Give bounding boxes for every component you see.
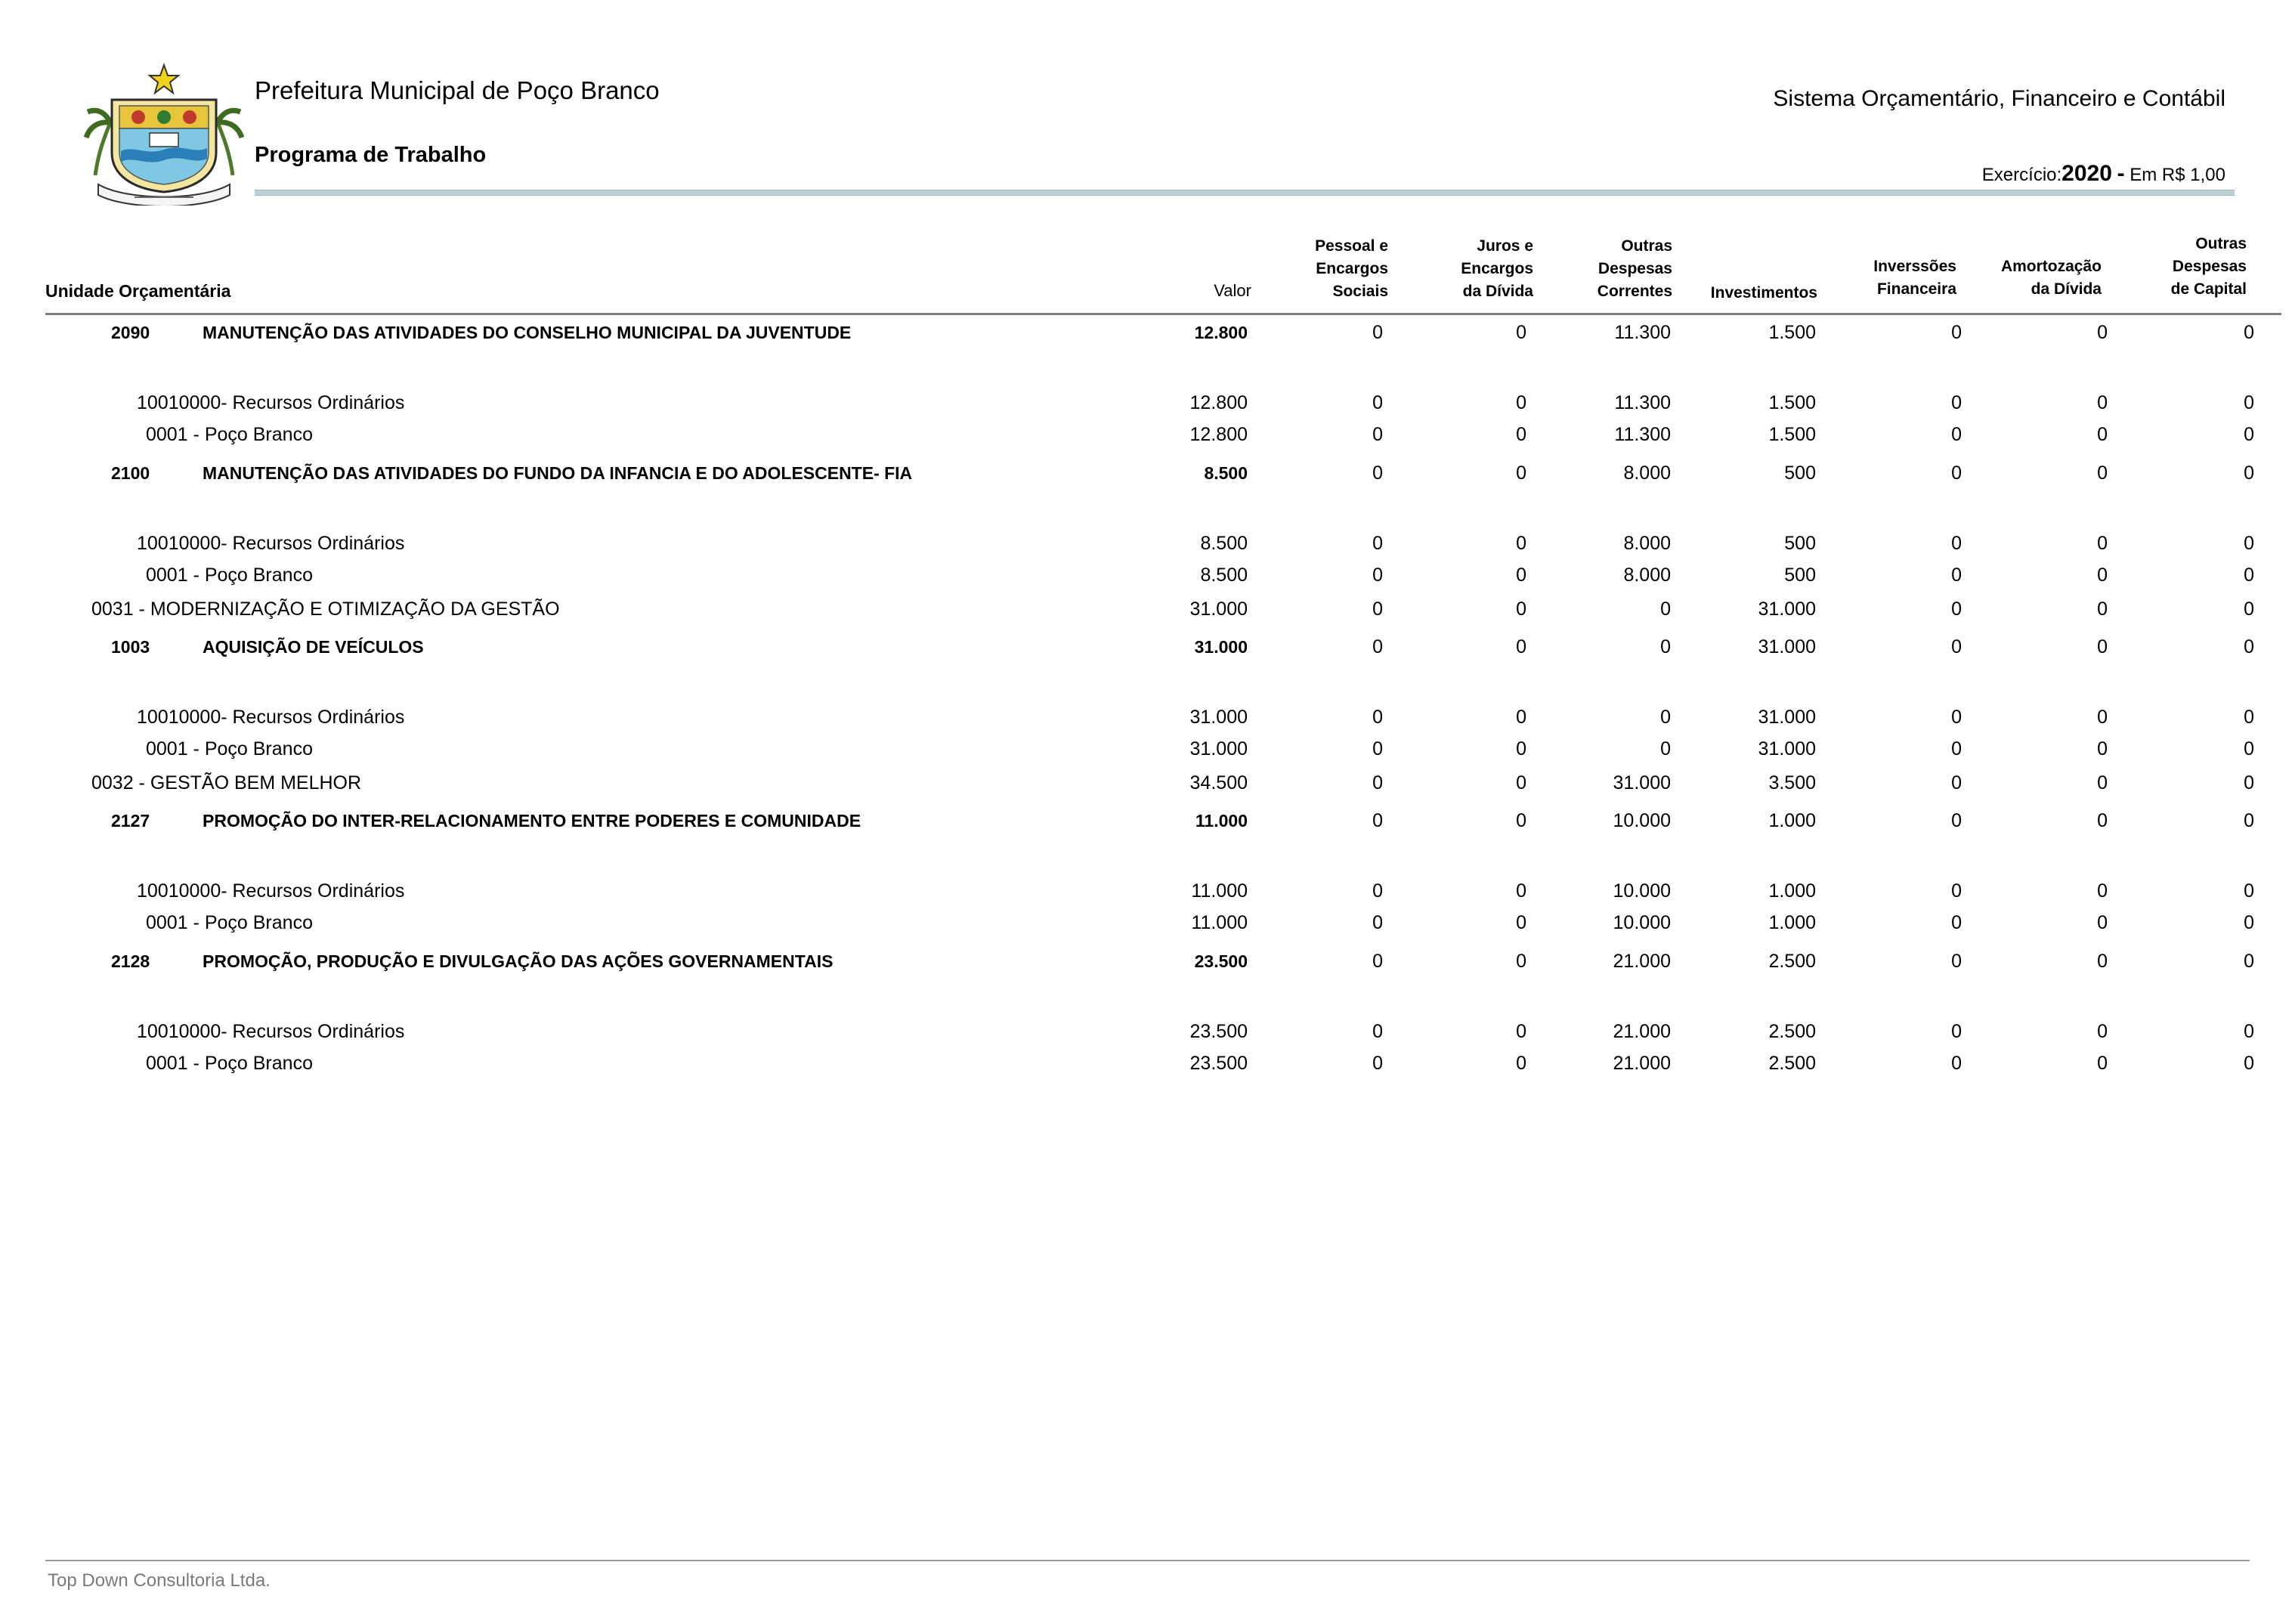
row-label: MANUTENÇÃO DAS ATIVIDADES DO CONSELHO MUNICIPAL DA JUVENTUDE	[203, 323, 852, 342]
action-code: 1003	[111, 637, 150, 657]
row-label: 10010000- Recursos Ordinários	[137, 392, 405, 413]
value-outras-correntes: 10.000	[1613, 880, 1671, 902]
value-outras-correntes: 11.300	[1614, 424, 1671, 445]
value-inversoes: 0	[1951, 951, 1962, 972]
value-valor: 23.500	[1189, 1021, 1248, 1042]
action-code: 2127	[111, 811, 150, 831]
row-label: 0031 - MODERNIZAÇÃO E OTIMIZAÇÃO DA GESTÃO	[91, 599, 560, 620]
value-valor: 11.000	[1191, 912, 1248, 933]
action-row	[0, 632, 2295, 662]
value-outras-capital: 0	[2244, 707, 2254, 728]
value-inversoes: 0	[1951, 707, 1962, 728]
value-outras-capital: 0	[2244, 392, 2254, 413]
value-outras-capital: 0	[2244, 462, 2254, 484]
value-outras-capital: 0	[2244, 599, 2254, 620]
resource-row	[0, 528, 2295, 558]
value-pessoal: 0	[1372, 912, 1383, 933]
value-investimentos: 31.000	[1758, 636, 1816, 657]
value-outras-correntes: 0	[1660, 599, 1671, 620]
value-juros: 0	[1516, 772, 1526, 793]
entity-row	[0, 908, 2295, 938]
value-investimentos: 2.500	[1768, 951, 1816, 972]
resource-row	[0, 1016, 2295, 1047]
value-juros: 0	[1516, 533, 1526, 554]
value-amortizacao: 0	[2097, 912, 2108, 933]
value-outras-capital: 0	[2244, 424, 2254, 445]
value-outras-capital: 0	[2244, 738, 2254, 759]
col-valor: Valor	[1214, 281, 1251, 300]
value-juros: 0	[1516, 424, 1526, 445]
value-inversoes: 0	[1951, 636, 1962, 657]
value-outras-capital: 0	[2244, 951, 2254, 972]
action-code: 2090	[111, 323, 150, 342]
value-pessoal: 0	[1372, 810, 1383, 831]
entity-row	[0, 560, 2295, 590]
value-valor: 8.500	[1200, 565, 1248, 586]
row-label: 10010000- Recursos Ordinários	[137, 707, 405, 728]
value-pessoal: 0	[1372, 599, 1383, 620]
program-row	[0, 594, 2295, 624]
municipal-coat-of-arms-icon	[82, 62, 246, 206]
value-pessoal: 0	[1372, 1053, 1383, 1074]
entity-row	[0, 734, 2295, 764]
row-label: PROMOÇÃO, PRODUÇÃO E DIVULGAÇÃO DAS AÇÕES GOVERNAMENTAIS	[203, 951, 834, 971]
value-amortizacao: 0	[2097, 810, 2108, 831]
value-outras-correntes: 0	[1660, 738, 1671, 759]
value-investimentos: 1.500	[1768, 392, 1816, 413]
value-outras-capital: 0	[2244, 565, 2254, 586]
row-label: 0001 - Poço Branco	[146, 565, 313, 586]
value-investimentos: 500	[1784, 462, 1816, 484]
value-amortizacao: 0	[2097, 1053, 2108, 1074]
value-inversoes: 0	[1951, 1021, 1962, 1042]
value-juros: 0	[1516, 880, 1526, 902]
value-investimentos: 1.000	[1768, 912, 1816, 933]
municipality-name: Prefeitura Municipal de Poço Branco	[255, 76, 660, 104]
row-label: MANUTENÇÃO DAS ATIVIDADES DO FUNDO DA INFANCIA E DO ADOLESCENTE- FIA	[203, 463, 913, 483]
row-label: 0001 - Poço Branco	[146, 738, 313, 759]
value-juros: 0	[1516, 810, 1526, 831]
value-outras-correntes: 11.300	[1614, 322, 1671, 343]
value-valor: 12.800	[1189, 392, 1248, 413]
value-pessoal: 0	[1372, 565, 1383, 586]
value-pessoal: 0	[1372, 1021, 1383, 1042]
value-juros: 0	[1516, 707, 1526, 728]
value-investimentos: 31.000	[1758, 738, 1816, 759]
resource-row	[0, 876, 2295, 906]
row-label: 0001 - Poço Branco	[146, 1053, 313, 1074]
value-inversoes: 0	[1951, 565, 1962, 586]
value-inversoes: 0	[1951, 462, 1962, 484]
value-amortizacao: 0	[2097, 880, 2108, 902]
resource-row	[0, 702, 2295, 732]
value-valor: 8.500	[1200, 533, 1248, 554]
value-amortizacao: 0	[2097, 599, 2108, 620]
value-outras-correntes: 8.000	[1623, 462, 1671, 484]
value-investimentos: 500	[1784, 565, 1816, 586]
value-valor: 11.000	[1195, 811, 1248, 831]
value-valor: 23.500	[1189, 1053, 1248, 1074]
currency-label: Em R$ 1,00	[2130, 165, 2225, 185]
value-valor: 12.800	[1189, 424, 1248, 445]
row-label: 10010000- Recursos Ordinários	[137, 880, 405, 902]
row-label: 0032 - GESTÃO BEM MELHOR	[91, 772, 362, 793]
value-outras-correntes: 10.000	[1613, 810, 1671, 831]
value-amortizacao: 0	[2097, 738, 2108, 759]
footer-divider	[45, 1560, 2250, 1561]
value-pessoal: 0	[1372, 636, 1383, 657]
value-valor: 31.000	[1194, 637, 1248, 657]
value-inversoes: 0	[1951, 880, 1962, 902]
value-juros: 0	[1516, 565, 1526, 586]
action-row	[0, 317, 2295, 348]
exercicio-label: Exercício:	[1981, 165, 2062, 185]
value-amortizacao: 0	[2097, 322, 2108, 343]
col-inversoes-financeira: Inverssões Financeira	[1873, 258, 1956, 298]
value-investimentos: 1.000	[1768, 810, 1816, 831]
col-amortizacao-divida: Amortozação da Dívida	[2000, 258, 2102, 298]
value-amortizacao: 0	[2097, 462, 2108, 484]
value-outras-capital: 0	[2244, 322, 2254, 343]
value-inversoes: 0	[1951, 810, 1962, 831]
value-outras-capital: 0	[2244, 636, 2254, 657]
row-label: 10010000- Recursos Ordinários	[137, 533, 405, 554]
row-label: 10010000- Recursos Ordinários	[137, 1021, 405, 1042]
value-inversoes: 0	[1951, 424, 1962, 445]
action-row	[0, 806, 2295, 836]
value-investimentos: 2.500	[1768, 1053, 1816, 1074]
value-juros: 0	[1516, 951, 1526, 972]
value-outras-capital: 0	[2244, 880, 2254, 902]
value-outras-correntes: 8.000	[1623, 565, 1671, 586]
row-label: 0001 - Poço Branco	[146, 912, 313, 933]
value-outras-correntes: 21.000	[1613, 1021, 1671, 1042]
value-valor: 34.500	[1189, 772, 1248, 793]
value-outras-capital: 0	[2244, 772, 2254, 793]
report-title: Programa de Trabalho	[255, 143, 487, 167]
value-outras-correntes: 0	[1660, 707, 1671, 728]
value-valor: 31.000	[1189, 707, 1248, 728]
entity-row	[0, 419, 2295, 450]
value-investimentos: 1.500	[1768, 424, 1816, 445]
value-juros: 0	[1516, 392, 1526, 413]
value-investimentos: 500	[1784, 533, 1816, 554]
entity-row	[0, 1048, 2295, 1078]
value-outras-correntes: 8.000	[1623, 533, 1671, 554]
exercicio-separator: -	[2117, 161, 2125, 186]
value-outras-correntes: 31.000	[1613, 772, 1671, 793]
value-juros: 0	[1516, 1021, 1526, 1042]
value-pessoal: 0	[1372, 880, 1383, 902]
exercicio-year: 2020	[2061, 161, 2112, 186]
value-outras-correntes: 0	[1660, 636, 1671, 657]
value-juros: 0	[1516, 1053, 1526, 1074]
value-valor: 31.000	[1189, 599, 1248, 620]
footer-company: Top Down Consultoria Ltda.	[48, 1570, 271, 1591]
header-divider	[255, 190, 2235, 196]
action-row	[0, 458, 2295, 488]
value-inversoes: 0	[1951, 1053, 1962, 1074]
exercicio-line	[1982, 161, 2225, 188]
value-amortizacao: 0	[2097, 951, 2108, 972]
value-pessoal: 0	[1372, 738, 1383, 759]
value-juros: 0	[1516, 912, 1526, 933]
col-pessoal-encargos: Pessoal e Encargos Sociais	[1315, 237, 1388, 300]
value-pessoal: 0	[1372, 392, 1383, 413]
value-pessoal: 0	[1372, 772, 1383, 793]
value-amortizacao: 0	[2097, 707, 2108, 728]
value-outras-correntes: 21.000	[1613, 951, 1671, 972]
value-inversoes: 0	[1951, 912, 1962, 933]
value-juros: 0	[1516, 322, 1526, 343]
value-amortizacao: 0	[2097, 772, 2108, 793]
value-amortizacao: 0	[2097, 533, 2108, 554]
row-label: PROMOÇÃO DO INTER-RELACIONAMENTO ENTRE PODERES E COMUNIDADE	[203, 811, 861, 831]
value-amortizacao: 0	[2097, 565, 2108, 586]
value-amortizacao: 0	[2097, 392, 2108, 413]
value-outras-capital: 0	[2244, 912, 2254, 933]
col-investimentos: Investimentos	[1710, 284, 1817, 302]
value-investimentos: 3.500	[1768, 772, 1816, 793]
value-valor: 11.000	[1191, 880, 1248, 902]
value-inversoes: 0	[1951, 322, 1962, 343]
program-row	[0, 768, 2295, 798]
value-pessoal: 0	[1372, 533, 1383, 554]
value-outras-capital: 0	[2244, 1053, 2254, 1074]
col-outras-despesas-capital: Outras Despesas de Capital	[2170, 235, 2247, 298]
value-inversoes: 0	[1951, 599, 1962, 620]
value-outras-capital: 0	[2244, 810, 2254, 831]
value-valor: 12.800	[1194, 323, 1248, 342]
value-inversoes: 0	[1951, 392, 1962, 413]
action-code: 2100	[111, 463, 150, 483]
col-juros-encargos: Juros e Encargos da Dívida	[1461, 237, 1533, 300]
value-pessoal: 0	[1372, 462, 1383, 484]
system-name: Sistema Orçamentário, Financeiro e Contábil	[1773, 86, 2225, 111]
column-header-divider	[45, 313, 2281, 315]
value-pessoal: 0	[1372, 322, 1383, 343]
value-juros: 0	[1516, 599, 1526, 620]
value-valor: 23.500	[1194, 951, 1248, 971]
row-label: 0001 - Poço Branco	[146, 424, 313, 445]
value-amortizacao: 0	[2097, 636, 2108, 657]
action-code: 2128	[111, 951, 150, 971]
value-outras-capital: 0	[2244, 533, 2254, 554]
value-valor: 31.000	[1189, 738, 1248, 759]
value-inversoes: 0	[1951, 772, 1962, 793]
row-label: AQUISIÇÃO DE VEÍCULOS	[203, 637, 424, 657]
value-amortizacao: 0	[2097, 1021, 2108, 1042]
value-pessoal: 0	[1372, 424, 1383, 445]
value-juros: 0	[1516, 738, 1526, 759]
value-investimentos: 31.000	[1758, 707, 1816, 728]
value-investimentos: 1.000	[1768, 880, 1816, 902]
value-outras-correntes: 21.000	[1613, 1053, 1671, 1074]
value-pessoal: 0	[1372, 951, 1383, 972]
value-investimentos: 1.500	[1768, 322, 1816, 343]
value-pessoal: 0	[1372, 707, 1383, 728]
value-valor: 8.500	[1204, 463, 1248, 483]
value-juros: 0	[1516, 462, 1526, 484]
col-outras-despesas-correntes: Outras Despesas Correntes	[1597, 237, 1672, 300]
value-outras-capital: 0	[2244, 1021, 2254, 1042]
value-outras-correntes: 11.300	[1614, 392, 1671, 413]
value-amortizacao: 0	[2097, 424, 2108, 445]
value-juros: 0	[1516, 636, 1526, 657]
value-investimentos: 31.000	[1758, 599, 1816, 620]
value-outras-correntes: 10.000	[1613, 912, 1671, 933]
resource-row	[0, 388, 2295, 418]
col-unidade-orcamentaria: Unidade Orçamentária	[45, 281, 231, 301]
value-inversoes: 0	[1951, 738, 1962, 759]
value-investimentos: 2.500	[1768, 1021, 1816, 1042]
value-inversoes: 0	[1951, 533, 1962, 554]
action-row	[0, 946, 2295, 976]
